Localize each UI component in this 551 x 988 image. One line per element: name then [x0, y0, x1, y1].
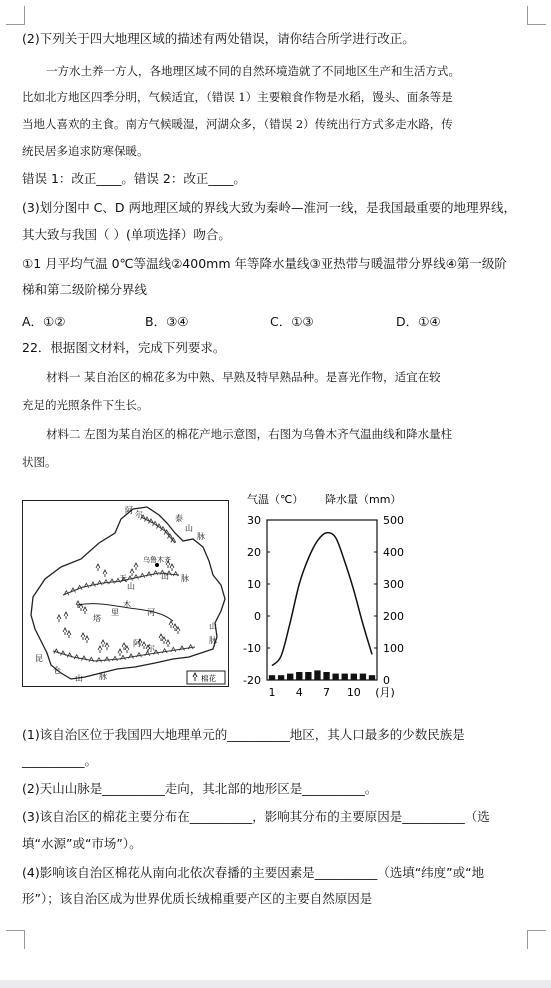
q3-statement-1: ①1 月平均气温 0℃等温线②400mm 年等降水量线③亚热带与暖温带分界线④第一级阶: [22, 256, 507, 271]
label-kun-4: 脉: [99, 672, 107, 681]
material2-line-2: 状图。: [22, 455, 57, 469]
q3-statement-2: 梯和第二级阶梯分界线: [22, 282, 148, 297]
cotton-mark: [98, 646, 102, 653]
q22-4-line-2: 形”）；该自治区成为世界优质长绒棉重要产区的主要自然原因是: [22, 891, 373, 906]
label-tian-3: 山: [161, 572, 169, 581]
label-altun-3: 山: [209, 622, 217, 631]
cotton-mark: [170, 564, 174, 571]
label-tian-1: 天: [119, 574, 127, 583]
cotton-map: [22, 500, 229, 687]
cotton-mark: [83, 607, 87, 614]
x-tick-label: 1: [268, 686, 276, 699]
precip-bar: [305, 672, 311, 680]
cotton-mark: [81, 633, 85, 640]
label-altun-4: 脉: [209, 636, 217, 645]
precip-bar: [342, 674, 348, 680]
option-d: D．①④: [396, 314, 441, 329]
crop-mark-top-right: [527, 6, 546, 25]
q2-answer-line: 错误 1：改正____。错误 2：改正____。: [22, 171, 246, 186]
cotton-mark: [67, 631, 71, 638]
left-tick-label: 10: [247, 578, 261, 591]
label-altai-3: 泰: [175, 514, 183, 523]
material1-line-2: 充足的光照条件下生长。: [22, 398, 149, 412]
material2-line-1: 材料二 左图为某自治区的棉花产地示意图，右图为乌鲁木齐气温曲线和降水量柱: [46, 427, 453, 441]
mountain-mark: [110, 579, 115, 584]
x-tick-label: 7: [323, 686, 331, 699]
legend-label: 棉花: [201, 674, 216, 683]
precip-bar: [323, 672, 329, 680]
option-b: B．③④: [145, 314, 189, 329]
label-tian-4: 脉: [181, 574, 189, 583]
mountain-mark: [173, 572, 178, 577]
mountain-mark: [113, 656, 118, 661]
q2-passage-line-2: 比如北方地区四季分明，气候适宜，（错误 1）主要粮食作物是水稻，馒头、面条等是: [22, 90, 453, 104]
q2-title: (2)下列关于四大地理区域的描述有两处错误，请你结合所学进行改正。: [22, 31, 415, 46]
right-tick-label: 500: [383, 514, 404, 527]
cotton-mark: [130, 569, 134, 576]
cotton-mark: [169, 621, 173, 628]
label-altai-2: 尔: [135, 510, 143, 519]
label-tian-2: 山: [127, 582, 135, 591]
precip-bar: [269, 675, 275, 680]
precip-bar: [332, 674, 338, 680]
precip-bar: [296, 672, 302, 680]
crop-mark-bottom-right: [527, 930, 546, 949]
map-legend: [187, 671, 225, 684]
precip-bar: [287, 674, 293, 680]
left-axis-label: 气温（℃）: [247, 493, 304, 506]
q3-line-2: 其大致与我国（ ）(单项选择）吻合。: [22, 227, 231, 242]
label-altai-4: 山: [185, 524, 193, 533]
climate-chart: [235, 490, 415, 705]
q2-passage-line-3: 当地人喜欢的主食。南方气候暖湿，河湖众多，（错误 2）传统出行方式多走水路，传: [22, 117, 453, 131]
label-tarim-4: 河: [147, 608, 155, 617]
left-tick-label: 30: [247, 514, 261, 527]
right-tick-label: 300: [383, 578, 404, 591]
left-tick-label: -10: [243, 642, 261, 655]
q22-1-line-2: __________。: [22, 753, 98, 768]
mountain-marks: [54, 515, 193, 662]
right-tick-label: 100: [383, 642, 404, 655]
label-altun-2: 尔: [147, 644, 155, 653]
q22-3-line-1: (3)该自治区的棉花主要分布在__________，影响其分布的主要原因是__________（选: [22, 809, 490, 824]
cotton-mark: [142, 642, 146, 649]
label-kun-1: 昆: [35, 654, 43, 663]
material1-line-1: 材料一 某自治区的棉花多为中熟、早熟及特早熟品种。是喜光作物，适宜在较: [46, 370, 441, 384]
label-altun-1: 阿: [133, 639, 141, 648]
q22-1-line-1: (1)该自治区位于我国四大地理单元的__________地区，其人口最多的少数民族是: [22, 727, 465, 742]
x-tick-label: 4: [295, 686, 303, 699]
q22-3-line-2: 填“水源”或“市场”）。: [22, 836, 142, 851]
label-kun-3: 山: [75, 674, 83, 683]
x-tick-label: 10: [346, 686, 361, 699]
q3-line-1: (3)划分图中 C、D 两地理区域的界线大致为秦岭—淮河一线，是我国最重要的地理界线，: [22, 200, 517, 215]
left-tick-label: -20: [243, 674, 261, 687]
precip-bar: [351, 674, 357, 680]
q2-passage-line-1: 一方水土养一方人，各地理区域不同的自然环境造就了不同地区生产和生活方式。: [46, 64, 460, 78]
precip-bar: [360, 674, 366, 680]
q22-2: (2)天山山脉是__________走向，其北部的地形区是__________。: [22, 781, 378, 796]
plot-frame: [267, 520, 377, 680]
x-axis-label: (月): [375, 686, 395, 699]
cotton-mark: [57, 615, 61, 622]
cotton-mark: [105, 643, 109, 650]
crop-mark-top-left: [6, 6, 25, 25]
map-svg: [23, 501, 228, 686]
cotton-mark: [63, 628, 67, 635]
cotton-mark: [134, 563, 138, 570]
option-a: A．①②: [22, 314, 66, 329]
cotton-mark: [85, 636, 89, 643]
precip-bar: [278, 675, 284, 680]
q22-title: 22．根据图文材料，完成下列要求。: [22, 340, 226, 355]
crop-mark-bottom-left: [6, 930, 25, 949]
label-tarim-3: 木: [123, 600, 131, 609]
cotton-mark: [64, 612, 68, 619]
temperature-line: [272, 533, 372, 666]
label-tarim-1: 塔: [93, 614, 101, 623]
mountain-mark: [104, 580, 109, 585]
cotton-mark: [166, 640, 170, 647]
cotton-mark: [101, 640, 105, 647]
mountain-mark: [105, 657, 110, 662]
right-axis-label: 降水量（mm）: [325, 493, 402, 506]
right-tick-label: 400: [383, 546, 404, 559]
precip-bar: [369, 675, 375, 680]
cotton-mark: [103, 570, 107, 577]
label-altai-5: 脉: [197, 532, 205, 541]
label-kun-2: 仑: [53, 666, 61, 675]
cotton-mark: [118, 649, 122, 656]
label-tarim-2: 里: [111, 608, 119, 617]
altai-ridge: [141, 517, 175, 543]
mountain-mark: [97, 658, 102, 663]
option-c: C．①③: [270, 314, 314, 329]
q22-4-line-1: (4)影响该自治区棉花从南向北依次春播的主要因素是__________（选填“纬度”或“地: [22, 865, 485, 880]
left-tick-label: 20: [247, 546, 261, 559]
label-altai-1: 阿: [125, 506, 133, 515]
page-bottom-bar: [0, 980, 551, 988]
cotton-mark: [96, 564, 100, 571]
right-tick-label: 0: [383, 674, 390, 687]
q2-passage-line-4: 统民居多追求防寒保暖。: [22, 144, 149, 158]
precip-bar: [314, 670, 320, 680]
right-tick-label: 200: [383, 610, 404, 623]
label-urumqi: 乌鲁木齐: [143, 556, 171, 564]
left-tick-label: 0: [254, 610, 261, 623]
